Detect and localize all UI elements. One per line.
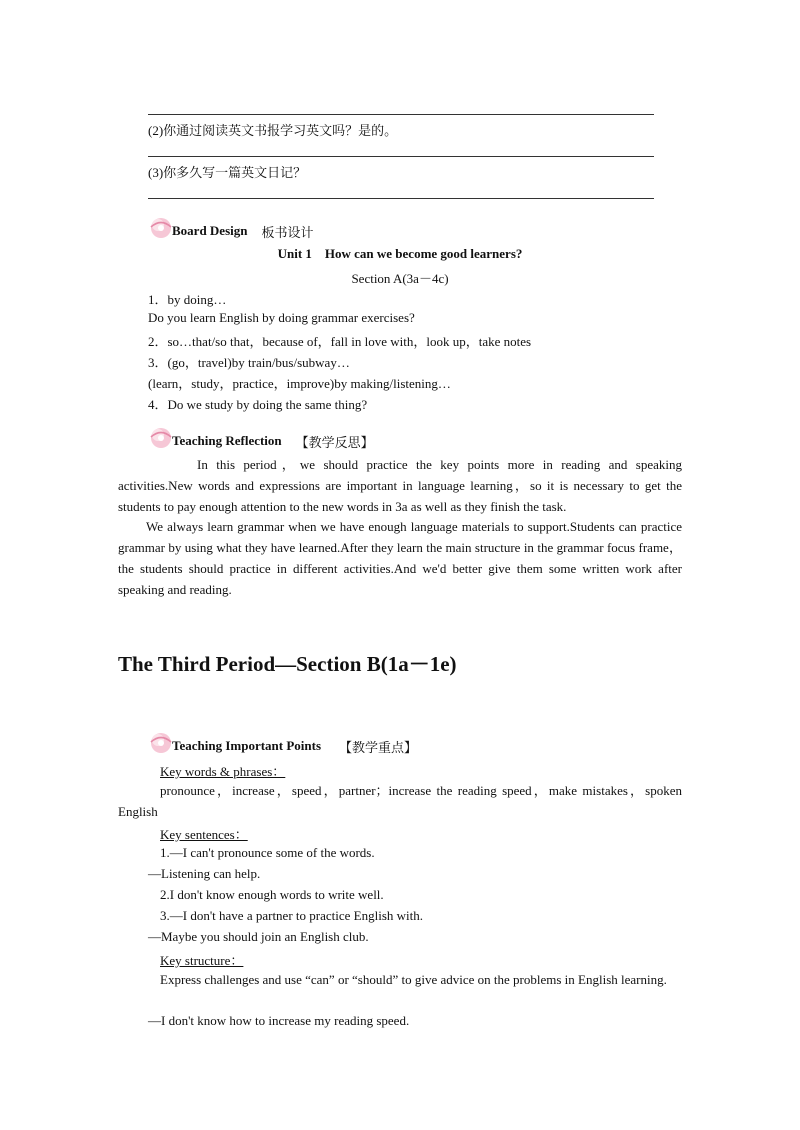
unit-title: Unit 1 How can we become good learners? [277,246,523,261]
key-words-label: Key words & phrases： [160,764,286,779]
teaching-reflection-title: Teaching Reflection [172,433,282,448]
flower-icon [148,424,174,450]
board-line-6: 4．Do we study by doing the same thing? [148,397,368,412]
key-structure-label: Key structure： [160,953,244,968]
flower-icon [148,214,174,240]
reflection-paragraph-2: We always learn grammar when we have enough language materials to support.Students can practice grammar by using what they have learned.After they learn the main structure in the grammar focus frame，the students should practice in different activities.And we'd better give them some written work after speaking and reading. [118,519,682,597]
important-points-title-zh: 【教学重点】 [339,739,418,755]
question-2: (2)你通过阅读英文书报学习英文吗？是的。 [148,123,398,138]
board-design-title-zh: 板书设计 [261,224,314,240]
key-sentence-1: 1.—I can't pronounce some of the words. [160,845,375,860]
important-points-title: Teaching Important Points [172,738,322,753]
key-sentence-5: —Maybe you should join an English club. [148,929,369,944]
key-sentence-4: 3.—I don't have a partner to practice English with. [160,908,423,923]
board-design-title: Board Design [172,223,248,238]
key-sentence-2: —Listening can help. [148,866,261,881]
teaching-reflection-heading [148,428,374,454]
answer-line-2 [148,156,654,157]
key-structure-example: —I don't know how to increase my reading speed. [148,1013,410,1028]
answer-line-3 [148,198,654,199]
reflection-paragraph-1: In this period，we should practice the key points more in reading and speaking activities.New words and expressions are important in language learning，so it is necessary to get the students to pay enough attention to the new words in 3a as well as they finish the task. [118,457,682,514]
key-sentences-label: Key sentences： [160,827,248,842]
key-words-text: pronounce，increase，speed，partner；increase the reading speed，make mistakes，spoken English [118,783,682,819]
section-label: Section A(3a－4c) [351,271,449,286]
key-sentence-3: 2.I don't know enough words to write well. [160,887,384,902]
question-3: (3)你多久写一篇英文日记？ [148,165,307,180]
period-title: The Third Period—Section B(1a－1e) [118,652,457,676]
board-line-1: 1．by doing… [148,292,227,307]
key-structure-text: Express challenges and use “can” or “should” to give advice on the problems in English learning. [160,972,667,987]
important-points-heading [148,733,417,759]
board-line-5: (learn，study，practice，improve)by making/listening… [148,376,451,391]
board-line-2: Do you learn English by doing grammar exercises? [148,310,415,325]
teaching-reflection-title-zh: 【教学反思】 [295,434,374,450]
board-design-heading [148,218,314,244]
answer-line-1 [148,114,654,115]
board-line-4: 3．(go，travel)by train/bus/subway… [148,355,350,370]
board-line-3: 2．so…that/so that，because of，fall in love with，look up，take notes [148,334,532,349]
flower-icon [148,729,174,755]
